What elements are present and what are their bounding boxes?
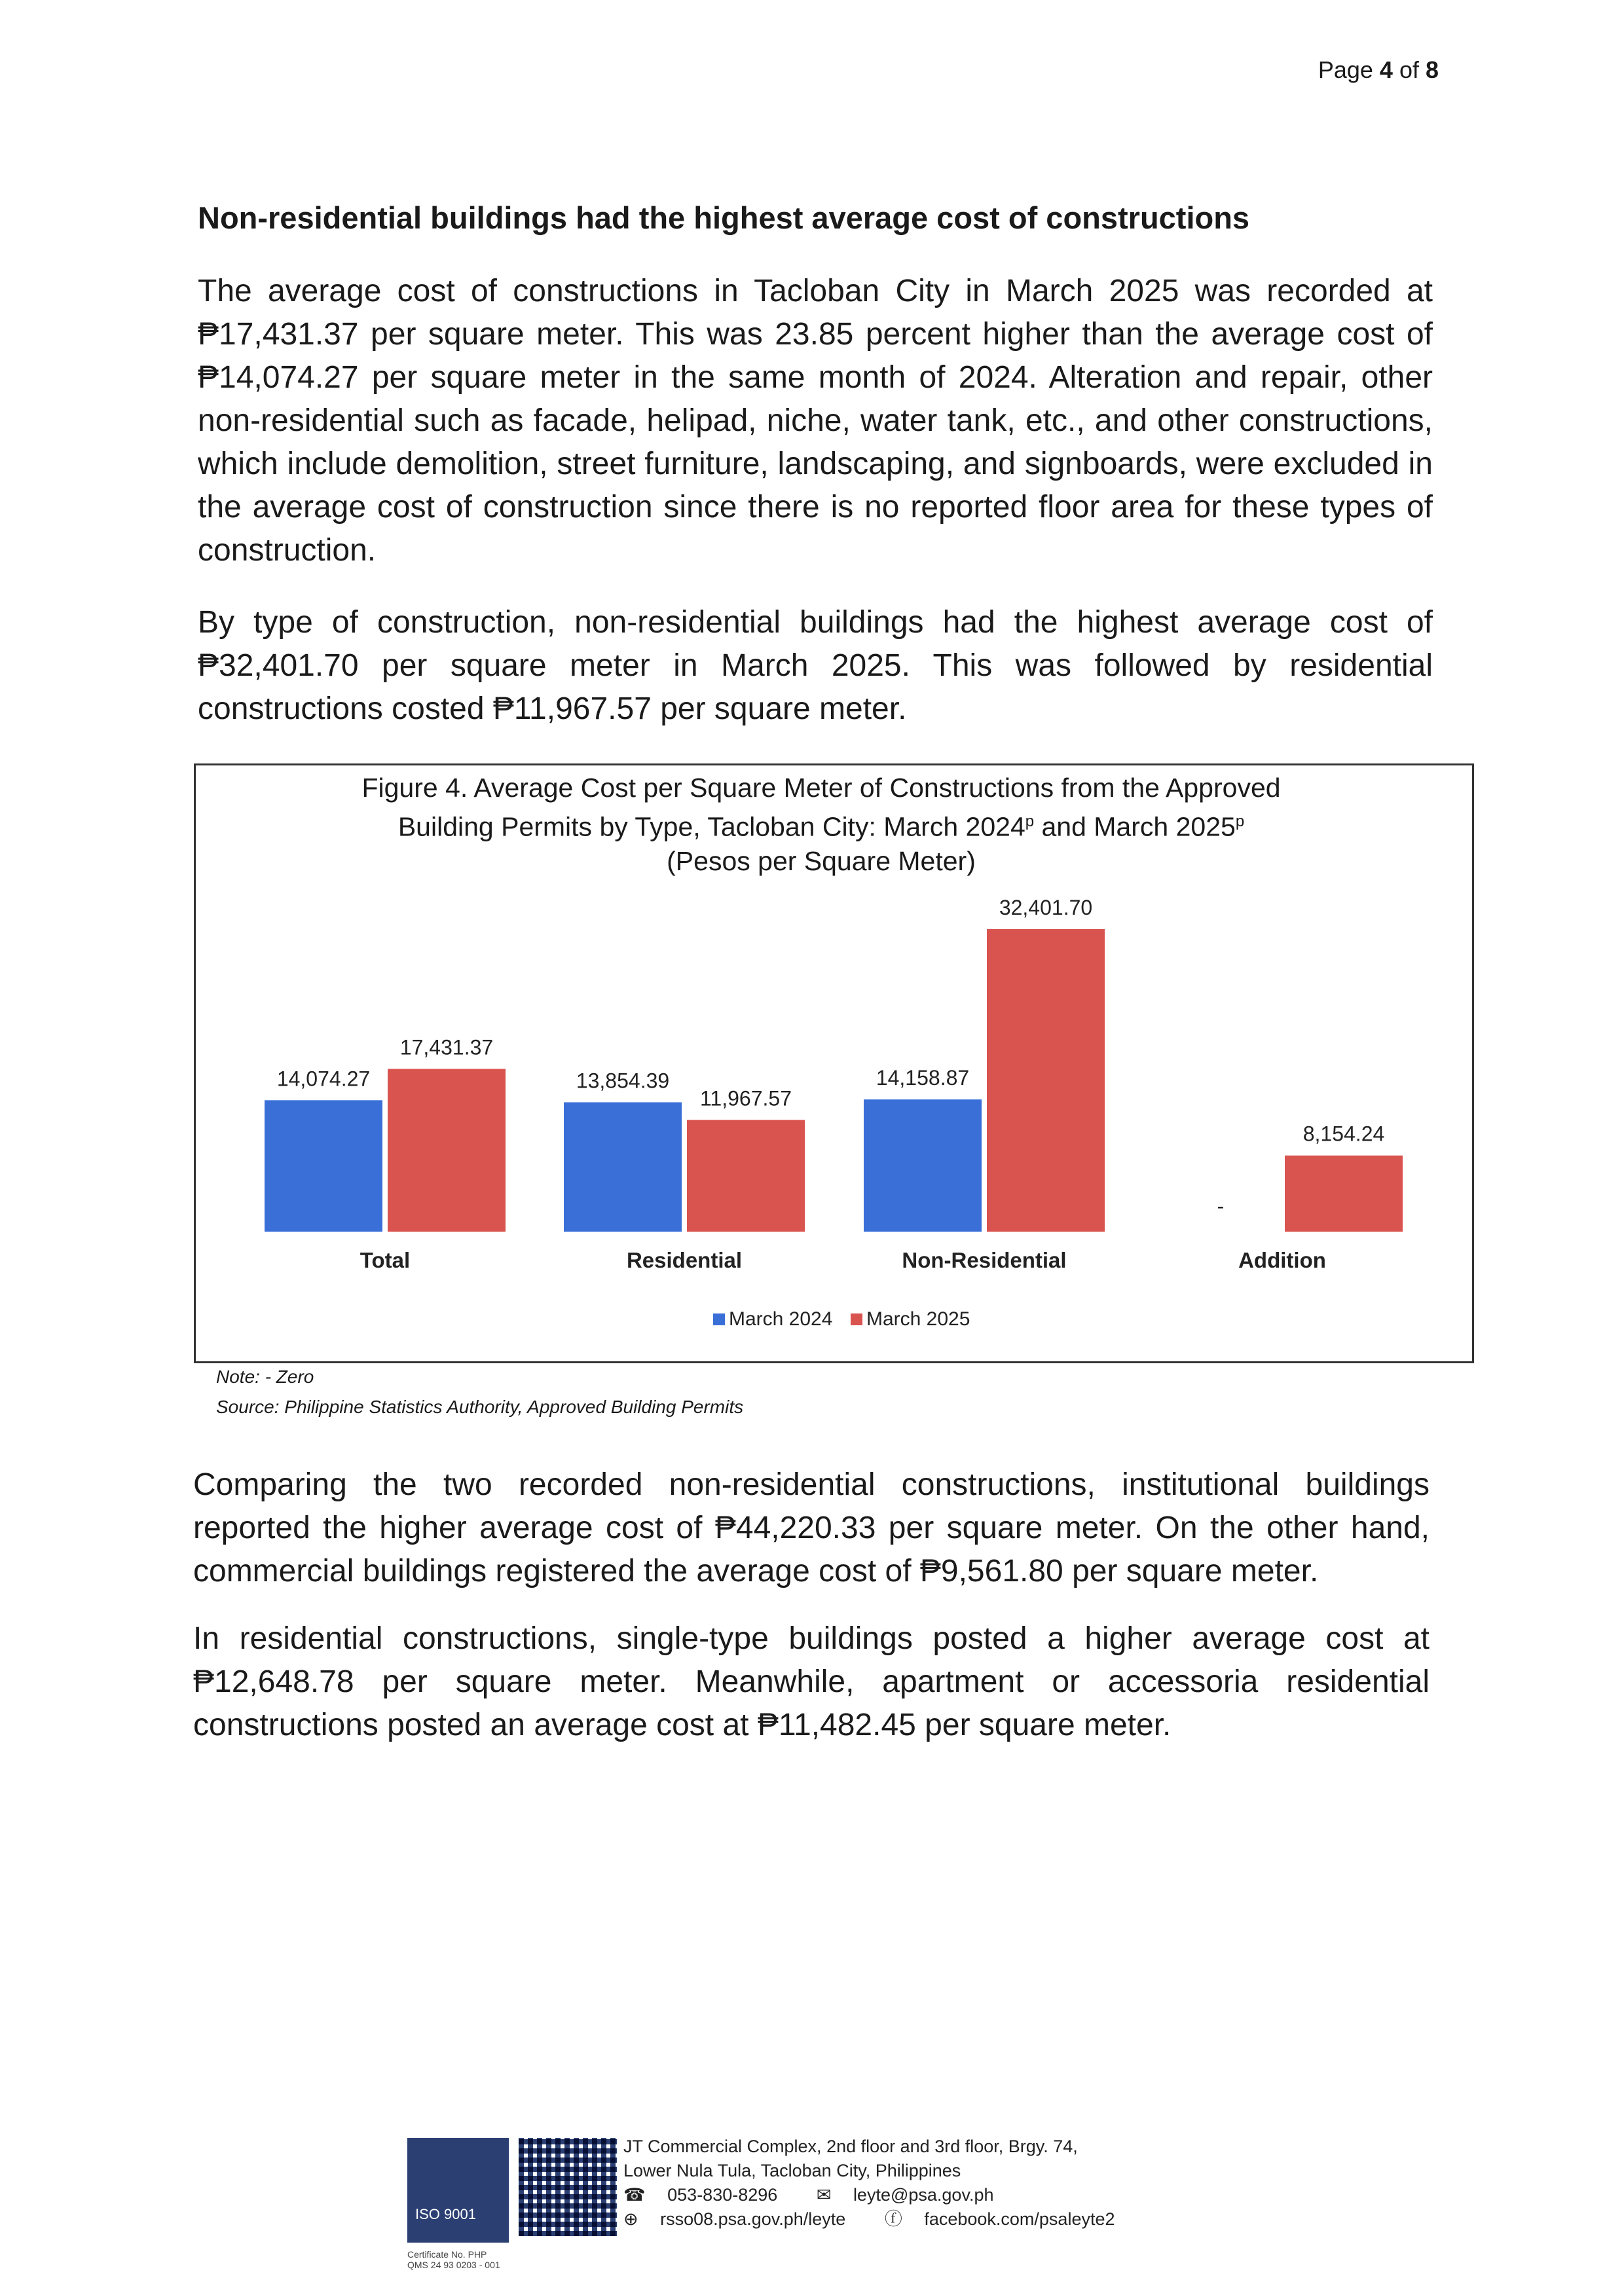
category-label-non-residential: Non-Residential — [902, 1248, 1067, 1272]
phone-item: ☎ 053-830-8296 — [623, 2185, 778, 2205]
data-label-non-residential-2025: 32,401.70 — [999, 896, 1093, 919]
bar-non-residential-2024 — [864, 1099, 982, 1232]
contact-block — [623, 2135, 1149, 2231]
iso-certification-logo — [407, 2138, 509, 2243]
bar-chart — [196, 765, 1476, 1365]
data-label-addition-2025: 8,154.24 — [1302, 1122, 1385, 1146]
paragraph-average-cost: The average cost of constructions in Tacloban City in March 2025 was recorded at ₱17,431.37 per square meter. This was 23.85 percent higher than the average cost of ₱14,074.27 per square meter in the same month of 2024. Alteration and repair, other non-residential such as facade, helipad, niche, water tank, etc., and other constructions, which include demolition, street furniture, landscaping, and signboards, were excluded in the average cost of construction since there is no reported floor area for these types of construction. — [198, 274, 1433, 568]
section-headline: Non-residential buildings had the highest average cost of constructions — [198, 200, 1250, 235]
bar-residential-2025 — [687, 1120, 805, 1232]
email-item[interactable]: ✉ leyte@psa.gov.ph — [816, 2185, 994, 2205]
iso-label: ISO 9001 — [415, 2206, 476, 2222]
data-label-non-residential-2024: 14,158.87 — [876, 1066, 970, 1090]
address-line2: Lower Nula Tula, Tacloban City, Philippines — [623, 2161, 961, 2180]
legend-label-2024: March 2024 — [729, 1308, 833, 1330]
data-label-total-2024: 14,074.27 — [276, 1067, 371, 1091]
data-label-residential-2024: 13,854.39 — [576, 1069, 670, 1093]
figure-title-line2: Building Permits by Type, Tacloban City: March 2024$^p$ and March 2025$^p$ — [397, 811, 1245, 842]
bar-non-residential-2025 — [987, 929, 1105, 1232]
facebook-icon: ⓕ — [884, 2209, 908, 2229]
facebook-item[interactable]: ⓕ facebook.com/psaleyte2 — [884, 2209, 1115, 2229]
data-label-addition-2024: - — [1217, 1194, 1225, 1218]
figure-4-chart-box — [194, 763, 1474, 1363]
data-label-total-2025: 17,431.37 — [399, 1035, 494, 1059]
qr-code-icon[interactable] — [519, 2138, 617, 2236]
phone-icon: ☎ — [623, 2185, 651, 2205]
page-number: Page 4 of 8 — [1318, 56, 1439, 83]
legend-swatch-2024 — [713, 1313, 725, 1325]
source-note: Source: Philippine Statistics Authority, Approved Building Permits — [216, 1397, 744, 1417]
category-label-residential: Residential — [626, 1248, 743, 1272]
data-label-residential-2025: 11,967.57 — [700, 1086, 792, 1111]
globe-icon: ⊕ — [623, 2209, 644, 2229]
legend-swatch-2025 — [851, 1313, 862, 1325]
figure-title-line3: (Pesos per Square Meter) — [667, 845, 976, 876]
paragraph-residential: In residential constructions, single-type buildings posted a higher average cost at ₱12,648.78 per square meter. Meanwhile, apartment or accessoria residential constructions posted an average cost at ₱11,482.45 per square meter. — [193, 1621, 1430, 1742]
figure-title-line1: Figure 4. Average Cost per Square Meter of Constructions from the Approved — [361, 773, 1281, 803]
bar-total-2025 — [388, 1069, 506, 1232]
bar-total-2024 — [265, 1100, 382, 1232]
legend-label-2025: March 2025 — [866, 1308, 970, 1330]
footer — [407, 2131, 1259, 2269]
note-zero: Note: - Zero — [216, 1367, 314, 1387]
figure-notes — [216, 1362, 743, 1422]
website-item[interactable]: ⊕ rsso08.psa.gov.ph/leyte — [623, 2209, 846, 2229]
category-label-addition: Addition — [1238, 1248, 1326, 1272]
category-label-total: Total — [360, 1248, 411, 1272]
address-line1: JT Commercial Complex, 2nd floor and 3rd floor, Brgy. 74, — [623, 2137, 1078, 2156]
bar-addition-2025 — [1285, 1156, 1403, 1232]
paragraph-by-type: By type of construction, non-residential buildings had the highest average cost of ₱32,401.70 per square meter in March 2025. This was followed by residential constructions costed ₱11,967.57 per square meter. — [198, 605, 1433, 726]
paragraph-non-residential: Comparing the two recorded non-residential constructions, institutional buildings reported the higher average cost of ₱44,220.33 per square meter. On the other hand, commercial buildings registered the average cost of ₱9,561.80 per square meter. — [193, 1467, 1430, 1588]
bar-residential-2024 — [564, 1102, 682, 1232]
certificate-number: Certificate No. PHP QMS 24 93 0203 - 001 — [407, 2249, 500, 2270]
email-icon: ✉ — [816, 2185, 836, 2205]
